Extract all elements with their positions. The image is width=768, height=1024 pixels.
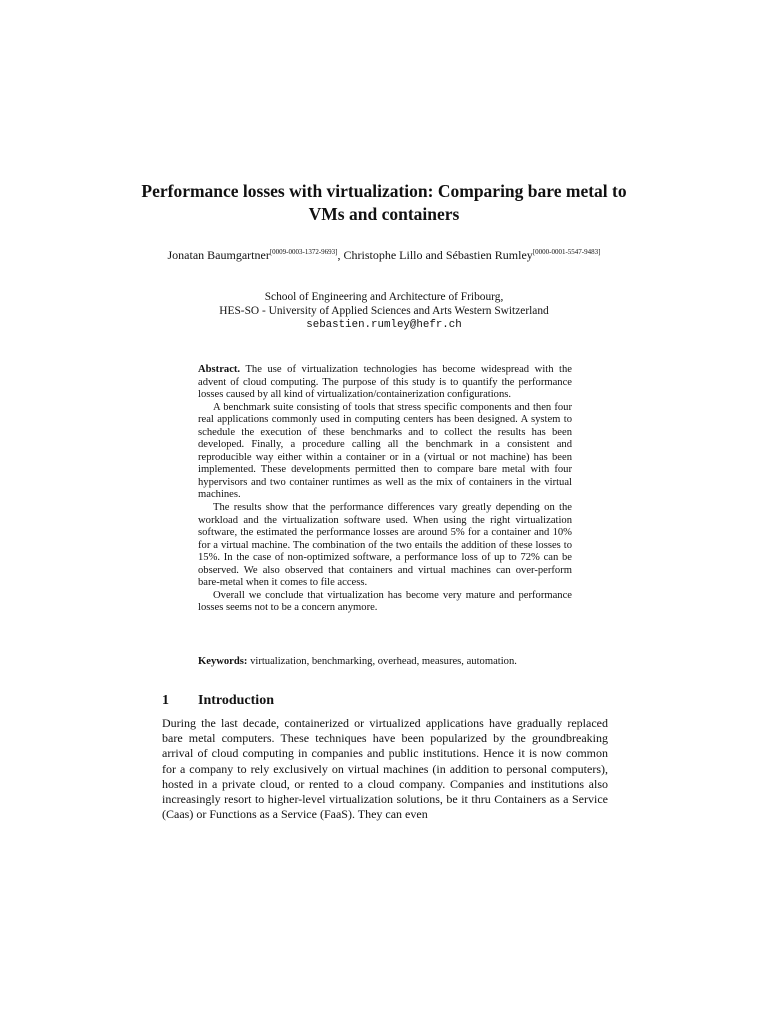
- abstract-paragraph: [198, 364, 572, 402]
- orcid-id: [0009-0003-1372-9693]: [269, 248, 338, 256]
- paper-title: Performance losses with virtualization: Comparing bare metal to VMs and containers: [141, 181, 627, 224]
- affiliation: [150, 290, 618, 332]
- author-name: Jonatan Baumgartner: [167, 248, 270, 262]
- orcid-id: [0000-0001-5547-9483]: [532, 248, 601, 256]
- affiliation-line: HES-SO - University of Applied Sciences and Arts Western Switzerland: [219, 305, 549, 317]
- author-conjunction: and: [422, 248, 446, 262]
- author-name: Christophe Lillo: [343, 248, 423, 262]
- affiliation-line: School of Engineering and Architecture of Fribourg,: [264, 291, 504, 303]
- author-separator: ,: [337, 248, 344, 262]
- section-title: Introduction: [198, 693, 274, 708]
- abstract-paragraph: The results show that the performance differences vary greatly depending on the workload and the virtualization software used. When using the right virtualization software, the estimated the performance losses are around 5% for a container and 10% for a virtual machine. The combination of the two entails the addition of these losses to 15%. In the case of non-optimized software, a performance loss of up to 72% can be observed. We also observed that containers and virtual machines can over-perform bare-metal when it comes to file access.: [198, 502, 572, 589]
- author-email: sebastien.rumley@hefr.ch: [306, 319, 462, 331]
- body-paragraph: During the last decade, containerized or virtualized applications have gradually replaced bare metal computers. These techniques have been popularized by the groundbreaking arrival of cloud computing in companies and public institutions. Hence it is now common for a company to rely exclusively on virtual machines (in addition to personal computers), hosted in a private cloud, or rented to a cloud company. Companies and institutions also increasingly resort to higher-level virtualization solutions, be it thru Containers as a Service (Caas) or Functions as a Service (FaaS). They can even: [162, 716, 608, 822]
- keywords-label: Keywords:: [198, 656, 248, 667]
- keywords: [198, 655, 572, 668]
- section-heading: [162, 692, 608, 710]
- abstract-label: Abstract.: [198, 364, 241, 375]
- author-list: [150, 248, 618, 262]
- author-name: Sébastien Rumley: [445, 248, 533, 262]
- keywords-text: virtualization, benchmarking, overhead, measures, automation.: [247, 656, 517, 667]
- abstract-text: The use of virtualization technologies has become widespread with the advent of cloud computing. The purpose of this study is to quantify the performance losses caused by all kind of virtualization/containerization configurations.: [198, 364, 572, 401]
- abstract-paragraph: Overall we conclude that virtualization has become very mature and performance losses seems not to be a concern anymore.: [198, 589, 572, 614]
- section-number: 1: [162, 693, 169, 708]
- abstract: [198, 364, 572, 615]
- abstract-paragraph: A benchmark suite consisting of tools that stress specific components and then four real applications commonly used in computing centers has been designed. A system to schedule the execution of these benchmarks and to collect the results has been developed. Finally, a procedure calling all the benchmark in a consistent and reproducible way either within a container or in a (virtual or not machine) has been implemented. These developments permitted then to compare bare metal with four hypervisors and two container runtimes as well as the mix of containers in the virtual machines.: [198, 401, 572, 501]
